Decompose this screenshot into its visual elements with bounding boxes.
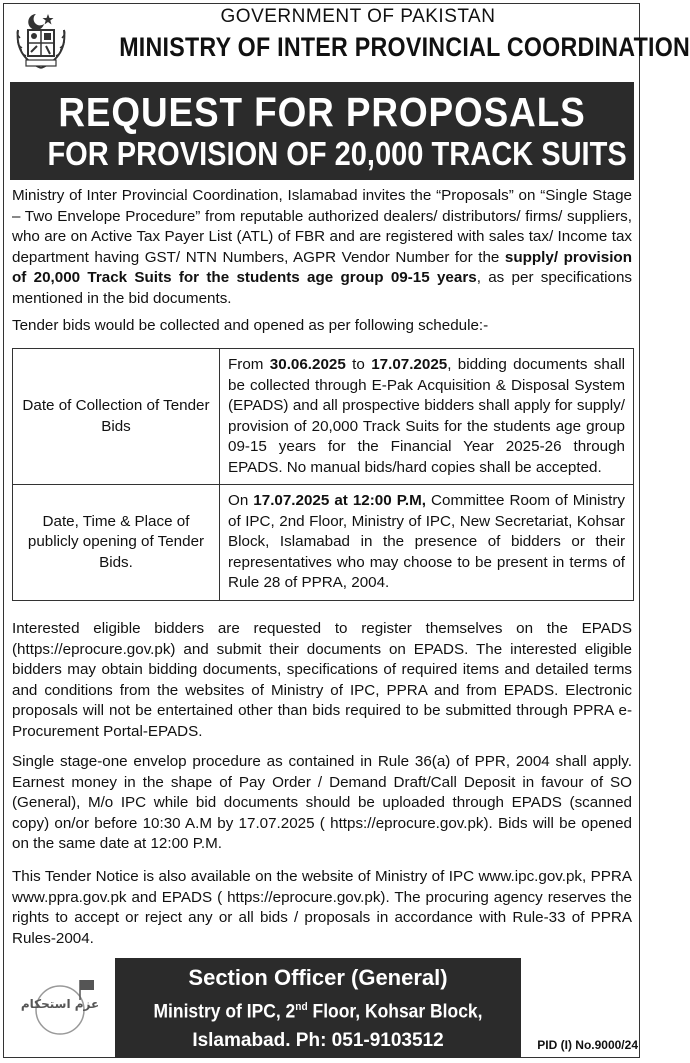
collection-end-date: 17.07.2025: [371, 356, 448, 373]
schedule-intro: Tender bids would be collected and opened as per following schedule:-: [12, 317, 489, 334]
intro-text-b: , as per specifications mentioned in the bid documents.: [12, 269, 632, 307]
signatory-title: Section Officer (General): [188, 965, 448, 990]
registration-paragraph: Interested eligible bidders are requested to register themselves on the EPADS (https://eprocure.gov.pk) and submit their documents on EPADS. The interested eligible bidders may obtain bidding documents, specifications of required items and detailed terms and conditions from the websites of Ministry of IPC, PPRA and from EPADS. Electronic proposals will not be entertained other than bids required to be submitted through PPRA e-Procurement Portal-EPADS.: [12, 620, 632, 740]
row-label: Date, Time & Place of publicly opening of Tender Bids.: [13, 485, 220, 601]
intro-paragraph: [12, 186, 632, 310]
row1-text: , bidding documents shall be collected through E-Pak Acquisition & Disposal System (EPADS) and all prospective bidders shall apply for supply/ provision of 20,000 Track Suits for the students age group 09-15 years for the Financial Year 2025-26 through EPADS. No manual bids/hard copies shall be accepted.: [228, 356, 626, 476]
row1-pre: From: [228, 356, 270, 373]
row-detail: [220, 485, 634, 601]
azm-e-istehkam-logo-icon: [20, 976, 100, 1038]
government-heading: GOVERNMENT OF PAKISTAN: [220, 6, 496, 27]
address-part-b: Floor, Kohsar Block,: [307, 1001, 483, 1023]
row1-mid: to: [345, 356, 372, 373]
row2-text: Committee Room of Ministry of IPC, 2nd Floor, Ministry of IPC, New Secretariat, Kohsar Block, Islamabad in the presence of bidders or their representatives who may choose to be present in terms of Rule 28 of PPRA, 2004.: [228, 492, 626, 591]
pakistan-emblem-icon: [12, 8, 70, 70]
svg-text:عزم استحکام: عزم استحکام: [20, 997, 100, 1011]
signatory-block: [115, 958, 521, 1058]
address-part-a: Ministry of IPC, 2: [153, 1001, 296, 1023]
opening-datetime: 17.07.2025 at 12:00 P.M,: [253, 492, 426, 509]
banner-subtitle: FOR PROVISION OF 20,000 TRACK SUITS: [47, 135, 627, 172]
signatory-address: [131, 992, 505, 1027]
intro-text-a: Ministry of Inter Provincial Coordination, Islamabad invites the “Proposals” on “Single Stage – Two Envelope Procedure” from reputable authorized dealers/ distributors/ firms/ suppliers, who are on Active Tax Payer List (ATL) of FBR and are registered with sales tax/ Income tax department having GST/ NTN Numbers, AGPR Vendor Number for the: [12, 187, 632, 266]
schedule-table: [12, 348, 634, 601]
collection-start-date: 30.06.2025: [269, 356, 346, 373]
ministry-heading: MINISTRY OF INTER PROVINCIAL COORDINATION: [119, 32, 690, 62]
banner-title: REQUEST FOR PROPOSALS: [58, 89, 586, 135]
table-row: [13, 485, 634, 601]
pid-number: PID (I) No.9000/24: [537, 1038, 638, 1052]
table-row: [13, 349, 634, 485]
row-label: Date of Collection of Tender Bids: [13, 349, 220, 485]
row2-pre: On: [228, 492, 254, 509]
title-banner: [10, 82, 634, 180]
availability-paragraph: This Tender Notice is also available on the website of Ministry of IPC www.ipc.gov.pk, PPRA www.ppra.gov.pk and EPADS ( https://eprocure.gov.pk). The procuring agency reserves the rights to accept or reject any or all bids / proposals in accordance with Rule-33 of PPRA Rules-2004.: [12, 868, 632, 947]
procedure-paragraph: Single stage-one envelop procedure as contained in Rule 36(a) of PPR, 2004 shall apply. Earnest money in the shape of Pay Order / Demand Draft/Call Deposit in favour of SO (General), M/o IPC while bid documents should be uploaded through EPADS (scanned copy) on/or before 10:30 A.M by 17.07.2025 ( https://eprocure.gov.pk). Bids will be opened on the same date at 12:00 P.M.: [12, 753, 632, 853]
signatory-phone: Islamabad. Ph: 051-9103512: [192, 1030, 444, 1052]
row-detail: [220, 349, 634, 485]
address-sup: nd: [295, 1001, 308, 1013]
intro-text-bold: supply/ provision of 20,000 Track Suits for the students age group 09-15 years: [12, 248, 632, 287]
